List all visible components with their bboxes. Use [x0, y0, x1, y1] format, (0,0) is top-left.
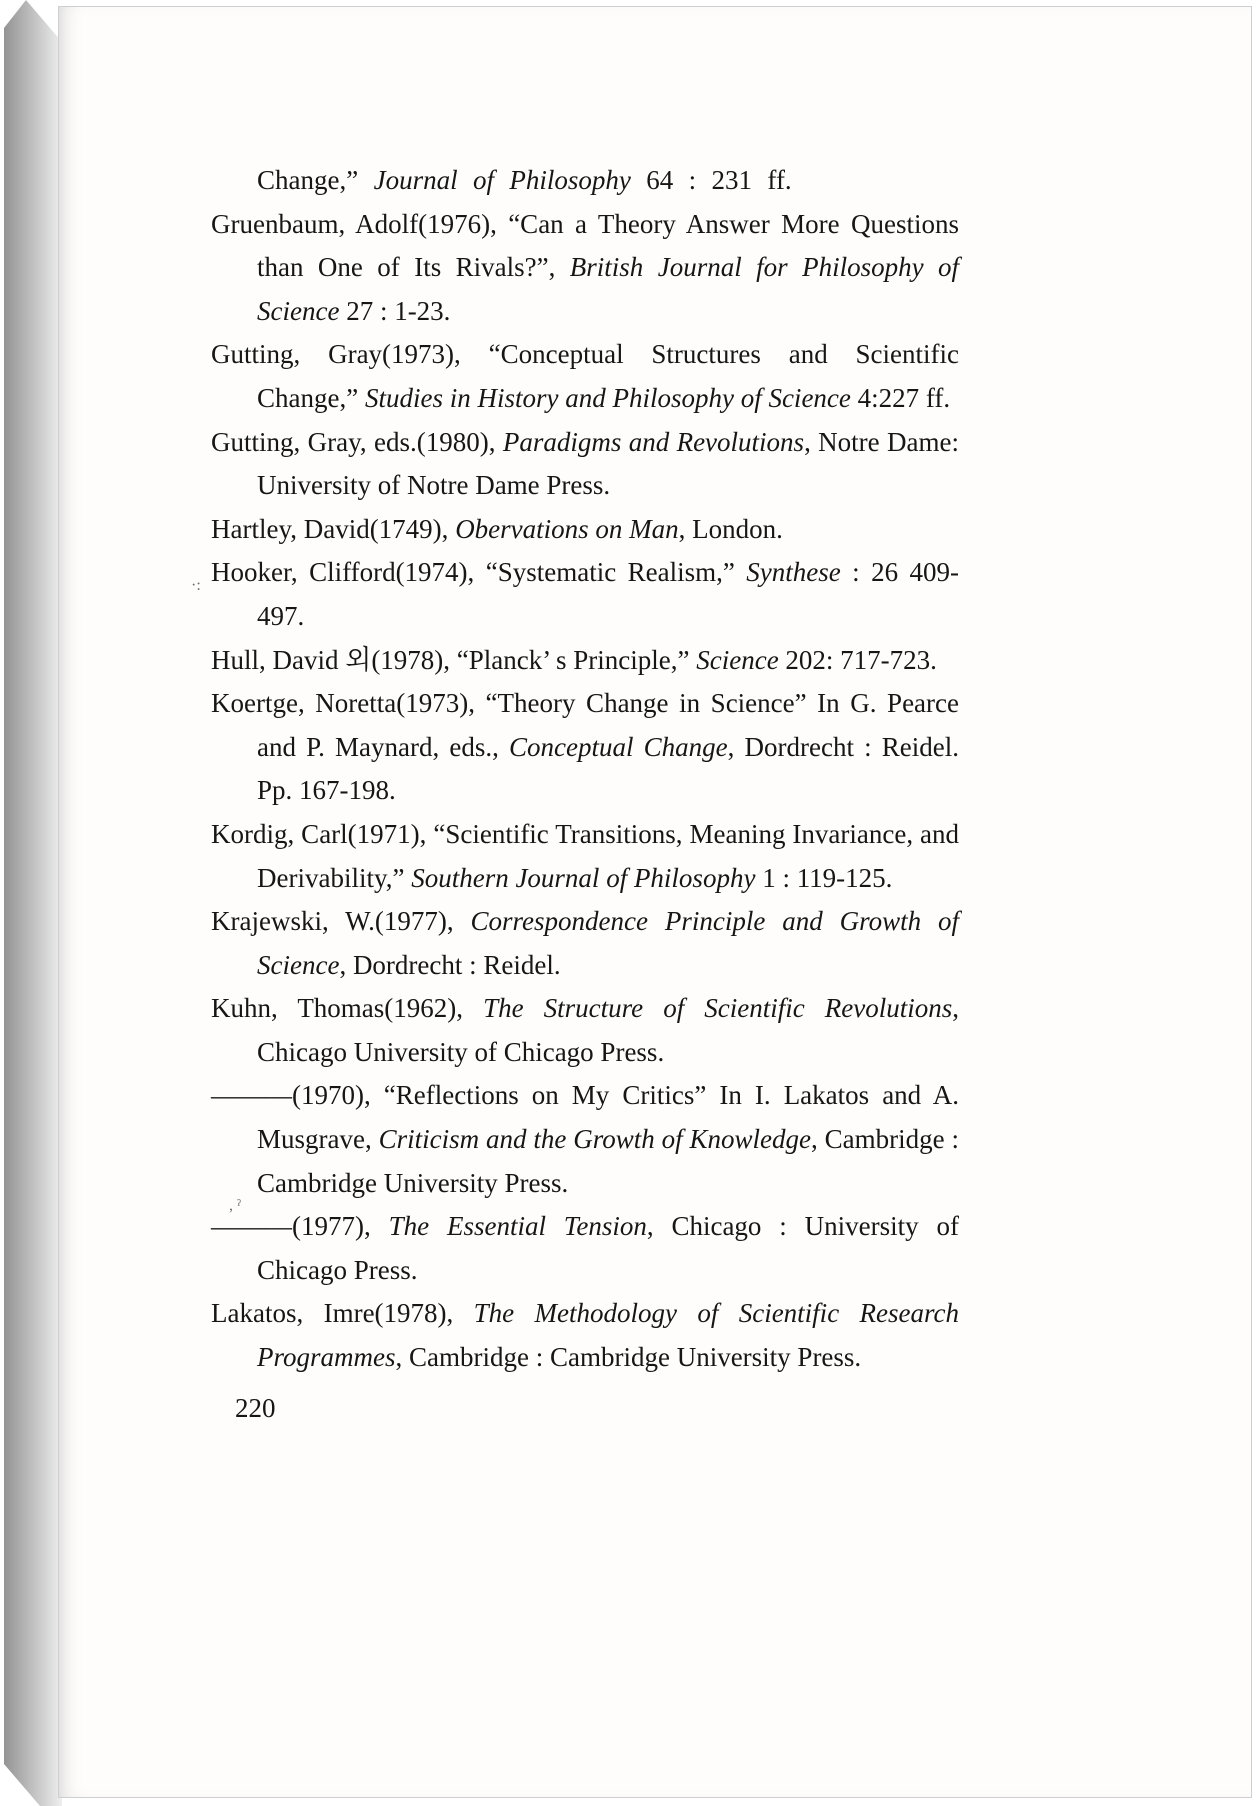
text-segment: Gutting, Gray, eds.(1980),	[211, 426, 503, 457]
italic-title-segment: British Journal for Philosophy of Science	[257, 252, 959, 326]
italic-title-segment: Southern Journal of Philosophy	[411, 862, 756, 893]
bibliography-entry	[211, 1205, 959, 1292]
text-segment: ———(1977),	[211, 1211, 389, 1242]
italic-title-segment: The Methodology of Scientific Research Programmes	[257, 1298, 959, 1373]
bibliography-entry	[211, 813, 959, 900]
italic-title-segment: Correspondence Principle and Growth of Science	[257, 906, 960, 980]
text-segment: 64 : 231 ff.	[630, 165, 792, 195]
bibliography-entry	[211, 1292, 959, 1379]
text-segment: 1 : 119-125.	[755, 862, 893, 893]
italic-title-segment: The Structure of Scientific Revolutions	[483, 993, 953, 1024]
text-segment: Lakatos, Imre(1978),	[211, 1298, 474, 1329]
text-segment: , Notre Dame: University of Notre Dame Press.	[257, 426, 960, 501]
bibliography-entry	[211, 333, 959, 420]
text-segment: Hartley, David(1749),	[211, 513, 456, 544]
text-segment: Kuhn, Thomas(1962),	[211, 993, 484, 1024]
bibliography-entry	[211, 551, 959, 638]
scan-artifact: , ˀ	[229, 1197, 241, 1214]
text-segment: ———(1970), “Reflections on My Critics” In I. Lakatos and A. Musgrave,	[211, 1080, 959, 1155]
scan-artifact: ·:	[191, 577, 201, 594]
italic-title-segment: Conceptual Change	[509, 731, 728, 762]
text-segment: Gruenbaum, Adolf(1976), “Can a Theory Answer More Questions than One of Its Rivals?”,	[211, 208, 959, 283]
text-segment: , London.	[678, 513, 783, 544]
italic-title-segment: Paradigms and Revolutions	[502, 426, 805, 457]
italic-title-segment: Journal of Philosophy	[373, 165, 631, 195]
text-segment: 4:227 ff.	[850, 382, 951, 413]
italic-title-segment: The Essential Tension	[388, 1211, 647, 1242]
text-segment: , Cambridge : Cambridge University Press.	[395, 1342, 862, 1373]
text-segment: Hull, David 외(1978), “Planck’ s Principle,”	[211, 644, 697, 675]
text-segment: , Dordrecht : Reidel. Pp. 167-198.	[257, 731, 960, 806]
text-segment: Change,”	[257, 165, 374, 195]
text-segment: Gutting, Gray(1973), “Conceptual Structures and Scientific Change,”	[211, 339, 959, 413]
text-segment: 27 : 1-23.	[339, 295, 451, 326]
bibliography-list	[211, 159, 959, 1380]
italic-title-segment: Studies in History and Philosophy of Science	[364, 382, 851, 413]
text-segment: , Chicago : University of Chicago Press.	[257, 1211, 959, 1285]
page	[58, 6, 1252, 1798]
text-segment: Kordig, Carl(1971), “Scientific Transitions, Meaning Invariance, and Derivability,”	[211, 818, 959, 893]
text-segment: 202: 717-723.	[778, 644, 937, 675]
text-segment: , Dordrecht : Reidel.	[339, 949, 561, 980]
text-segment: Krajewski, W.(1977),	[211, 906, 471, 937]
page-number: 220	[235, 1393, 276, 1423]
italic-title-segment: Criticism and the Growth of Knowledge	[378, 1124, 812, 1155]
bibliography-entry	[211, 682, 959, 813]
bibliography-entry	[211, 987, 959, 1074]
book-edge	[0, 0, 62, 1806]
bibliography-entry	[211, 159, 959, 203]
bibliography-entry	[211, 1074, 959, 1205]
italic-title-segment: Science	[696, 644, 779, 675]
text-segment: , Cambridge : Cambridge University Press.	[257, 1124, 959, 1198]
italic-title-segment: Synthese	[746, 557, 841, 588]
text-segment: , Chicago University of Chicago Press.	[257, 993, 959, 1067]
italic-title-segment: Obervations on Man	[455, 513, 679, 544]
bibliography-entry	[211, 639, 959, 683]
text-segment: Hooker, Clifford(1974), “Systematic Realism,”	[211, 557, 747, 588]
bibliography-entry	[211, 900, 959, 987]
bibliography-entry	[211, 421, 959, 508]
bibliography-entry	[211, 508, 959, 552]
text-segment: : 26 409-497.	[257, 557, 959, 631]
text-segment: Koertge, Noretta(1973), “Theory Change in Science” In G. Pearce and P. Maynard, eds.,	[211, 688, 959, 762]
bibliography-entry	[211, 203, 959, 334]
